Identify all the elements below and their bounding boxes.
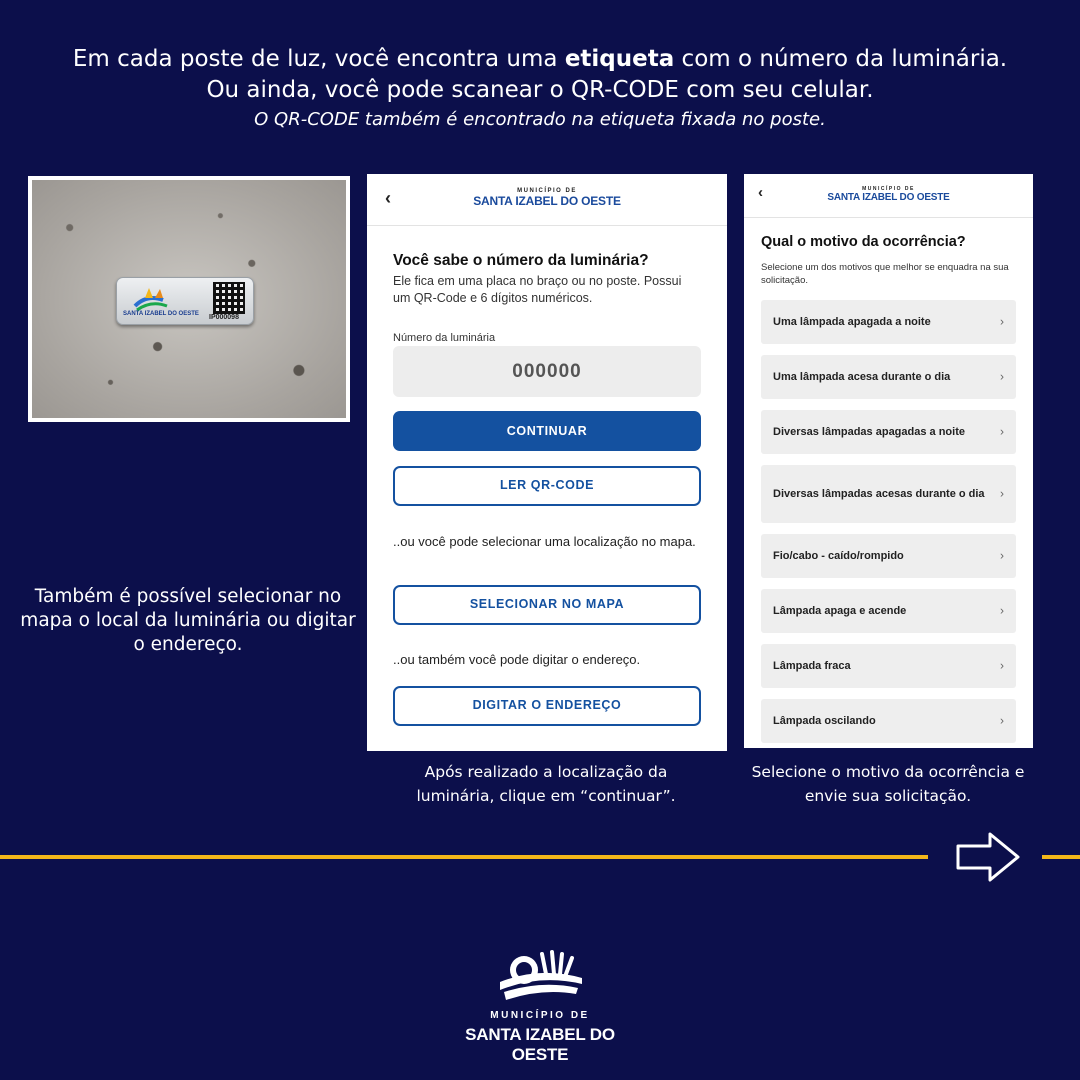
continue-button[interactable]: CONTINUAR <box>393 411 701 451</box>
screen-question: Qual o motivo da ocorrência? <box>761 234 966 250</box>
type-address-button[interactable]: DIGITAR O ENDEREÇO <box>393 686 701 726</box>
divider-line-right <box>1042 855 1080 859</box>
reason-item[interactable] <box>761 410 1016 454</box>
caption-screen-1: Após realizado a localização da luminária, clique em “continuar”. <box>416 763 676 805</box>
back-chevron-icon[interactable]: ‹ <box>758 184 763 201</box>
municipality-emblem-icon <box>492 948 588 1006</box>
reason-label: Diversas lâmpadas acesas durante o dia <box>773 487 985 500</box>
occurrence-reason-screen <box>744 174 1033 748</box>
headline <box>0 44 1080 134</box>
tag-municipality-name: SANTA IZABEL DO OESTE <box>123 311 199 317</box>
brand-name: SANTA IZABEL DO OESTE <box>827 192 950 203</box>
caption-screen-2: Selecione o motivo da ocorrência e envie sua solicitação. <box>751 763 1025 805</box>
reason-item[interactable] <box>761 300 1016 344</box>
reason-item[interactable] <box>761 644 1016 688</box>
reason-label: Diversas lâmpadas apagadas a noite <box>773 425 965 438</box>
footer-logo <box>440 948 640 1065</box>
map-option-text: ..ou você pode selecionar uma localização no mapa. <box>393 534 696 549</box>
chevron-right-icon: › <box>1000 369 1004 384</box>
app-brand <box>367 188 727 208</box>
brand-name: SANTA IZABEL DO OESTE <box>473 194 621 208</box>
luminaire-number-input[interactable]: 000000 <box>393 346 701 397</box>
read-qr-code-button[interactable]: LER QR-CODE <box>393 466 701 506</box>
select-on-map-button[interactable]: SELECIONAR NO MAPA <box>393 585 701 625</box>
pole-label-photo <box>28 176 350 422</box>
app-brand <box>744 186 1033 203</box>
reason-item[interactable] <box>761 534 1016 578</box>
screen-subtitle: Ele fica em uma placa no braço ou no poste. Possui um QR-Code e 6 dígitos numéricos. <box>393 274 682 305</box>
headline-line-3: O QR-CODE também é encontrado na etiqueta fixada no poste. <box>254 109 826 130</box>
reason-item[interactable] <box>761 589 1016 633</box>
luminaire-number-label: Número da luminária <box>393 332 496 344</box>
reason-label: Lâmpada apaga e acende <box>773 604 907 617</box>
reason-item[interactable] <box>761 699 1016 743</box>
chevron-right-icon: › <box>1000 424 1004 439</box>
chevron-right-icon: › <box>1000 548 1004 563</box>
app-header <box>367 174 727 226</box>
back-chevron-icon[interactable]: ‹ <box>385 188 391 208</box>
screen-subtitle: Selecione um dos motivos que melhor se enquadra na sua solicitação. <box>761 262 1009 286</box>
app-header <box>744 174 1033 218</box>
reason-list <box>761 300 1016 748</box>
address-option-text: ..ou também você pode digitar o endereço. <box>393 652 641 667</box>
chevron-right-icon: › <box>1000 713 1004 728</box>
headline-highlight: etiqueta <box>564 46 675 72</box>
luminaire-tag <box>116 277 254 325</box>
qr-code-icon <box>213 282 245 314</box>
footer-brand-small: MUNICÍPIO DE <box>490 1010 590 1021</box>
chevron-right-icon: › <box>1000 658 1004 673</box>
tag-luminaire-code: IP000098 <box>209 314 239 321</box>
next-arrow-icon[interactable] <box>954 830 1024 884</box>
brand-small: MUNICÍPIO DE <box>517 188 577 194</box>
reason-label: Fio/cabo - caído/rompido <box>773 549 904 562</box>
footer-brand-name: SANTA IZABEL DO OESTE <box>465 1025 615 1064</box>
map-option-note: Também é possível selecionar no mapa o local da luminária ou digitar o endereço. <box>20 586 356 655</box>
reason-item[interactable] <box>761 355 1016 399</box>
headline-line-2: Ou ainda, você pode scanear o QR-CODE com seu celular. <box>206 77 874 103</box>
chevron-right-icon: › <box>1000 314 1004 329</box>
reason-label: Lâmpada oscilando <box>773 714 876 727</box>
reason-label: Uma lâmpada apagada a noite <box>773 315 931 328</box>
brand-small: MUNICÍPIO DE <box>862 186 915 192</box>
divider-line-left <box>0 855 928 859</box>
luminaire-number-screen <box>367 174 727 751</box>
headline-line-1: Em cada poste de luz, você encontra uma etiqueta com o número da luminária. <box>72 46 1008 72</box>
screen-question: Você sabe o número da luminária? <box>393 252 649 269</box>
reason-label: Uma lâmpada acesa durante o dia <box>773 370 951 383</box>
reason-label: Lâmpada fraca <box>773 659 851 672</box>
chevron-right-icon: › <box>1000 486 1004 501</box>
chevron-right-icon: › <box>1000 603 1004 618</box>
reason-item[interactable] <box>761 465 1016 523</box>
